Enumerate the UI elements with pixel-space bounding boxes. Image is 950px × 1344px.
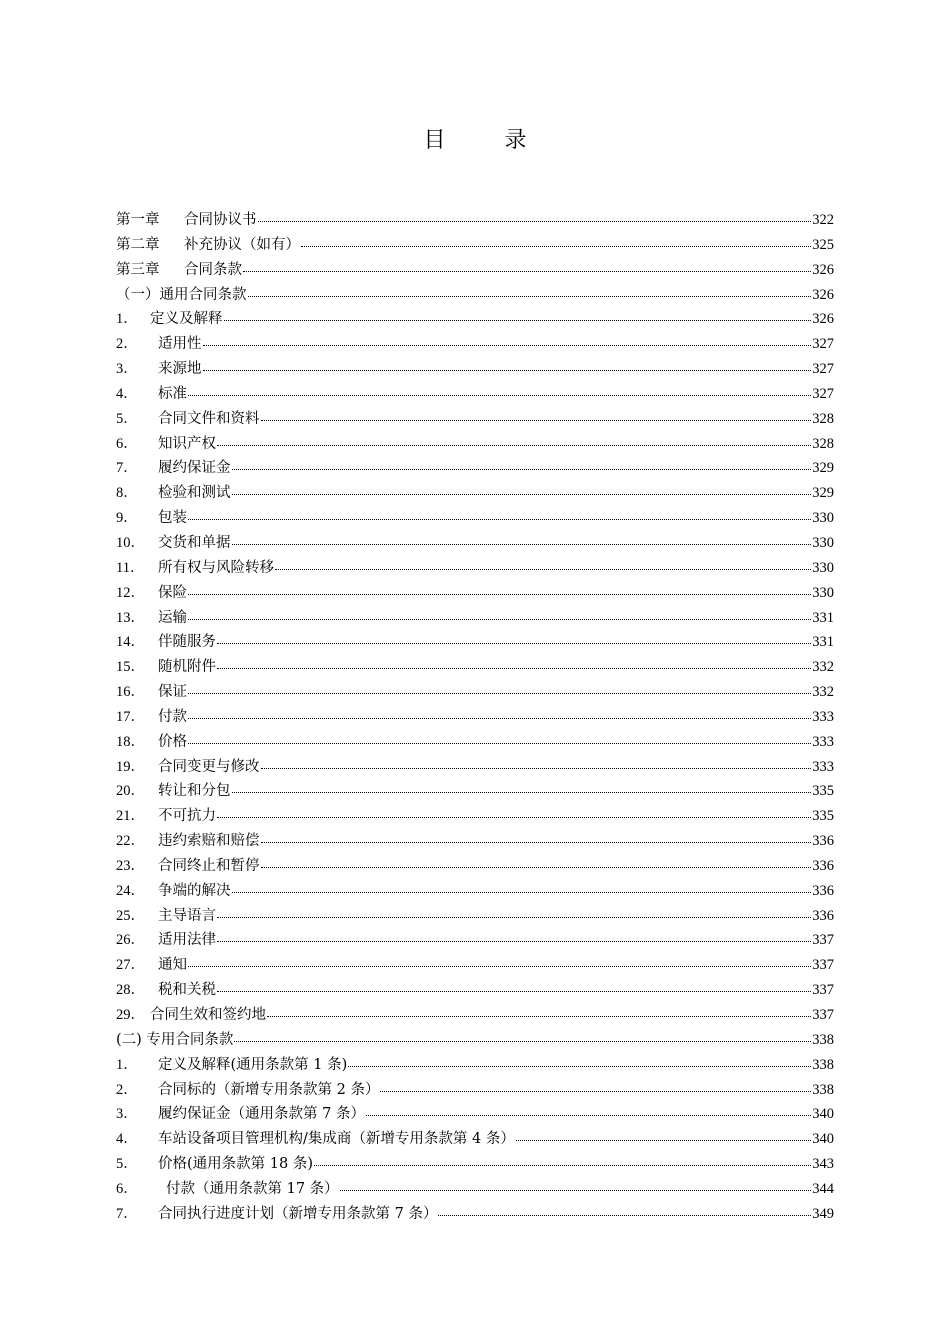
toc-entry-label: 知识产权 (158, 435, 216, 452)
toc-entry-label: 合同变更与修改 (158, 758, 260, 775)
dot-leader (438, 1204, 811, 1218)
toc-entry-general-23[interactable] (116, 854, 834, 879)
toc-entry-label: 税和关税 (158, 982, 216, 999)
toc-entry-page: 331 (812, 609, 834, 626)
toc-entry-general-18[interactable] (116, 730, 834, 755)
toc-entry-general-14[interactable] (116, 630, 834, 655)
toc-entry-label: 不可抗力 (158, 808, 216, 825)
toc-entry-general-5[interactable] (116, 407, 834, 432)
toc-entry-number: 第三章 (116, 261, 160, 278)
toc-entry-number: 5． (116, 410, 138, 427)
toc-entry-page: 329 (812, 460, 834, 477)
toc-entry-label: 补充协议（如有） (184, 236, 300, 253)
dot-leader (380, 1080, 811, 1094)
toc-entry-general-16[interactable] (116, 680, 834, 705)
dot-leader (340, 1179, 812, 1193)
dot-leader (203, 334, 812, 348)
toc-entry-number: 5． (116, 1156, 138, 1173)
dot-leader (188, 384, 811, 398)
toc-entry-general-29[interactable] (116, 1003, 834, 1028)
toc-entry-number: 13． (116, 609, 145, 626)
toc-entry-label: 合同生效和签约地 (150, 1007, 266, 1023)
toc-entry-number: 1． (116, 1056, 138, 1073)
toc-entry-special-1[interactable] (116, 1053, 834, 1078)
toc-entry-label: 付款（通用条款第 17 条） (166, 1180, 339, 1197)
toc-entry-page: 332 (812, 684, 834, 701)
toc-entry-page: 330 (812, 534, 834, 551)
toc-entry-label: 保险 (158, 584, 187, 601)
dot-leader (232, 881, 812, 895)
toc-entry-number: 第二章 (116, 236, 160, 253)
toc-entry-page: 332 (812, 659, 834, 676)
toc-entry-number: 20． (116, 783, 145, 800)
toc-entry-label: 履约保证金（通用条款第 7 条） (158, 1106, 365, 1123)
dot-leader (348, 1055, 811, 1069)
toc-entry-general-22[interactable] (116, 829, 834, 854)
toc-entry-page: 340 (812, 1106, 834, 1123)
toc-entry-number: 22． (116, 833, 145, 850)
toc-entry-page: 336 (812, 882, 834, 899)
dot-leader (217, 980, 811, 994)
toc-entry-label: 价格 (158, 733, 187, 750)
toc-entry-label: 通知 (158, 957, 187, 974)
toc-entry-page: 335 (812, 808, 834, 825)
dot-leader (234, 1030, 811, 1044)
toc-entry-page: 338 (812, 1031, 834, 1048)
dot-leader (188, 732, 811, 746)
toc-entry-page: 330 (812, 584, 834, 601)
toc-entry-general-19[interactable] (116, 755, 834, 780)
toc-entry-page: 330 (812, 559, 834, 576)
toc-entry-label: 定义及解释(通用条款第 1 条) (158, 1056, 348, 1073)
toc-entry-label: 包装 (158, 510, 187, 527)
toc-entry-number: 10． (116, 534, 145, 551)
dot-leader (188, 583, 811, 597)
toc-entry-number: 1． (116, 311, 138, 328)
toc-entry-number: 29． (116, 1007, 145, 1023)
toc-entry-number: 6． (116, 1180, 138, 1197)
toc-entry-page: 338 (812, 1056, 834, 1073)
toc-entry-number: 19． (116, 758, 145, 775)
toc-entry-label: 适用法律 (158, 932, 216, 949)
toc-entry-chapter-2[interactable] (116, 233, 834, 258)
dot-leader (188, 707, 811, 721)
dot-leader (261, 757, 812, 771)
toc-entry-number: 9． (116, 510, 138, 527)
toc-entry-general-3[interactable] (116, 357, 834, 382)
toc-entry-label: 合同执行进度计划（新增专用条款第 7 条） (158, 1205, 438, 1222)
dot-leader (188, 682, 811, 696)
toc-entry-number: 25． (116, 907, 145, 924)
dot-leader (267, 1005, 811, 1019)
toc-entry-general-9[interactable] (116, 506, 834, 531)
toc-entry-number: 4． (116, 1131, 138, 1148)
toc-entry-page: 331 (812, 634, 834, 651)
toc-entry-page: 336 (812, 833, 834, 850)
toc-entry-special-terms[interactable] (116, 1028, 834, 1053)
toc-entry-number: 26． (116, 932, 145, 949)
dot-leader (232, 483, 812, 497)
toc-entry-general-2[interactable] (116, 332, 834, 357)
dot-leader (232, 533, 812, 547)
toc-entry-general-1[interactable] (116, 307, 834, 332)
toc-entry-label: 合同协议书 (184, 212, 257, 228)
toc-entry-label: 合同标的（新增专用条款第 2 条） (158, 1081, 380, 1098)
toc-entry-general-10[interactable] (116, 531, 834, 556)
toc-entry-label: （一）通用合同条款 (116, 286, 247, 303)
toc-entry-number: 12． (116, 584, 145, 601)
dot-leader (314, 1154, 811, 1168)
toc-entry-label: 所有权与风险转移 (158, 559, 274, 576)
toc-entry-page: 327 (812, 361, 834, 378)
toc-entry-number: 2． (116, 1081, 138, 1098)
toc-entry-label: 合同终止和暂停 (158, 857, 260, 874)
toc-entry-label: 适用性 (158, 336, 202, 353)
toc-entry-number: 11． (116, 559, 145, 576)
toc-entry-page: 337 (812, 1007, 834, 1023)
toc-entry-page: 327 (812, 385, 834, 402)
toc-entry-label: 履约保证金 (158, 460, 231, 477)
toc-entry-page: 337 (812, 982, 834, 999)
dot-leader (224, 309, 812, 323)
dot-leader (217, 906, 811, 920)
dot-leader (366, 1104, 811, 1118)
toc-entry-chapter-3[interactable] (116, 258, 834, 283)
toc-entry-special-3[interactable] (116, 1102, 834, 1127)
toc-entry-label: 付款 (158, 708, 187, 725)
dot-leader (188, 955, 811, 969)
toc-entry-page: 328 (812, 435, 834, 452)
toc-entry-general-26[interactable] (116, 928, 834, 953)
toc-entry-page: 326 (812, 311, 834, 328)
toc-entry-number: 15． (116, 659, 145, 676)
toc-entry-special-5[interactable] (116, 1152, 834, 1177)
toc-entry-page: 338 (812, 1081, 834, 1098)
toc-entry-general-12[interactable] (116, 581, 834, 606)
toc-entry-number: 4． (116, 385, 138, 402)
toc-entry-label: 伴随服务 (158, 634, 216, 651)
toc-entry-general-25[interactable] (116, 904, 834, 929)
toc-entry-label: 合同文件和资料 (158, 410, 260, 427)
toc-entry-page: 330 (812, 510, 834, 527)
toc-entry-label: 交货和单据 (158, 534, 231, 551)
dot-leader (232, 458, 812, 472)
toc-entry-page: 327 (812, 336, 834, 353)
dot-leader (516, 1129, 811, 1143)
dot-leader (217, 806, 811, 820)
toc-entry-general-21[interactable] (116, 804, 834, 829)
toc-entry-number: 14． (116, 634, 145, 651)
toc-entry-general-28[interactable] (116, 978, 834, 1003)
dot-leader (203, 359, 812, 373)
toc-entry-label: 运输 (158, 609, 187, 626)
toc-entry-page: 333 (812, 733, 834, 750)
toc-entry-label: 随机附件 (158, 659, 216, 676)
toc-entry-chapter-1[interactable] (116, 208, 834, 233)
toc-entry-number: 18． (116, 733, 145, 750)
dot-leader (275, 558, 811, 572)
toc-entry-page: 333 (812, 708, 834, 725)
toc-entry-page: 329 (812, 485, 834, 502)
toc-entry-label: 保证 (158, 684, 187, 701)
toc-entry-page: 343 (812, 1156, 834, 1173)
toc-entry-number: 3． (116, 1106, 138, 1123)
toc-entry-page: 328 (812, 410, 834, 427)
toc-entry-general-17[interactable] (116, 705, 834, 730)
dot-leader (301, 235, 811, 249)
toc-entry-special-4[interactable] (116, 1127, 834, 1152)
toc-entry-page: 336 (812, 907, 834, 924)
toc-entry-general-8[interactable] (116, 481, 834, 506)
toc-entry-label: 检验和测试 (158, 485, 231, 502)
toc-entry-general-20[interactable] (116, 779, 834, 804)
dot-leader (188, 608, 811, 622)
toc-entry-label: 争端的解决 (158, 882, 231, 899)
toc-entry-label: 来源地 (158, 361, 202, 378)
dot-leader (248, 285, 812, 299)
toc-entry-general-11[interactable] (116, 556, 834, 581)
toc-entry-label: 主导语言 (158, 907, 216, 924)
toc-entry-label: 违约索赔和赔偿 (158, 833, 260, 850)
toc-entry-number: 23． (116, 857, 145, 874)
dot-leader (261, 831, 812, 845)
toc-entry-page: 335 (812, 783, 834, 800)
toc-entry-page: 326 (812, 286, 834, 303)
toc-entry-page: 337 (812, 932, 834, 949)
toc-entry-special-2[interactable] (116, 1078, 834, 1103)
toc-entry-number: 28． (116, 982, 145, 999)
toc-entry-number: 8． (116, 485, 138, 502)
toc-entry-general-6[interactable] (116, 432, 834, 457)
toc-entry-general-27[interactable] (116, 953, 834, 978)
dot-leader (217, 930, 811, 944)
toc-entry-number: 21． (116, 808, 145, 825)
toc-entry-page: 325 (812, 236, 834, 253)
toc-entry-special-7[interactable] (116, 1202, 834, 1227)
toc-title: 目 录 (423, 128, 553, 153)
toc-entry-number: 3． (116, 361, 138, 378)
toc-entry-number: 27． (116, 957, 145, 974)
toc-entry-general-24[interactable] (116, 879, 834, 904)
dot-leader (232, 781, 812, 795)
toc-entry-page: 333 (812, 758, 834, 775)
toc-entry-label: 车站设备项目管理机构/集成商（新增专用条款第 4 条） (158, 1131, 515, 1148)
toc-entry-page: 326 (812, 261, 834, 278)
dot-leader (261, 856, 812, 870)
toc-entry-number: 6． (116, 435, 138, 452)
dot-leader (217, 632, 811, 646)
toc-entry-label: 转让和分包 (158, 783, 231, 800)
toc-entry-general-7[interactable] (116, 456, 834, 481)
toc-entry-page: 322 (812, 212, 834, 228)
toc-entry-number: 2． (116, 336, 138, 353)
dot-leader (261, 409, 812, 423)
toc-entry-label: (二) 专用合同条款 (116, 1031, 234, 1048)
toc-entry-number: 7． (116, 1205, 138, 1222)
dot-leader (217, 657, 811, 671)
toc-entry-general-terms[interactable] (116, 283, 834, 308)
toc-entry-number: 24． (116, 882, 145, 899)
toc-entry-page: 340 (812, 1131, 834, 1148)
dot-leader (217, 434, 811, 448)
dot-leader (258, 210, 812, 224)
toc-entry-special-6[interactable] (116, 1177, 834, 1202)
toc-entry-number: 第一章 (116, 212, 160, 228)
toc-entry-page: 349 (812, 1205, 834, 1222)
toc-entry-label: 定义及解释 (150, 311, 223, 328)
toc-entry-label: 价格(通用条款第 18 条) (158, 1156, 313, 1173)
toc-entry-page: 336 (812, 857, 834, 874)
toc-entry-page: 337 (812, 957, 834, 974)
toc-entry-label: 标准 (158, 385, 187, 402)
toc-entry-number: 7． (116, 460, 138, 477)
toc-entry-general-4[interactable] (116, 382, 834, 407)
toc-entry-general-15[interactable] (116, 655, 834, 680)
toc-entry-label: 合同条款 (184, 261, 242, 278)
dot-leader (188, 508, 811, 522)
toc-entry-page: 344 (812, 1180, 834, 1197)
toc-entry-number: 16． (116, 684, 145, 701)
dot-leader (243, 260, 811, 274)
toc-entry-general-13[interactable] (116, 606, 834, 631)
toc-entry-number: 17． (116, 708, 145, 725)
table-of-contents (116, 208, 834, 1227)
